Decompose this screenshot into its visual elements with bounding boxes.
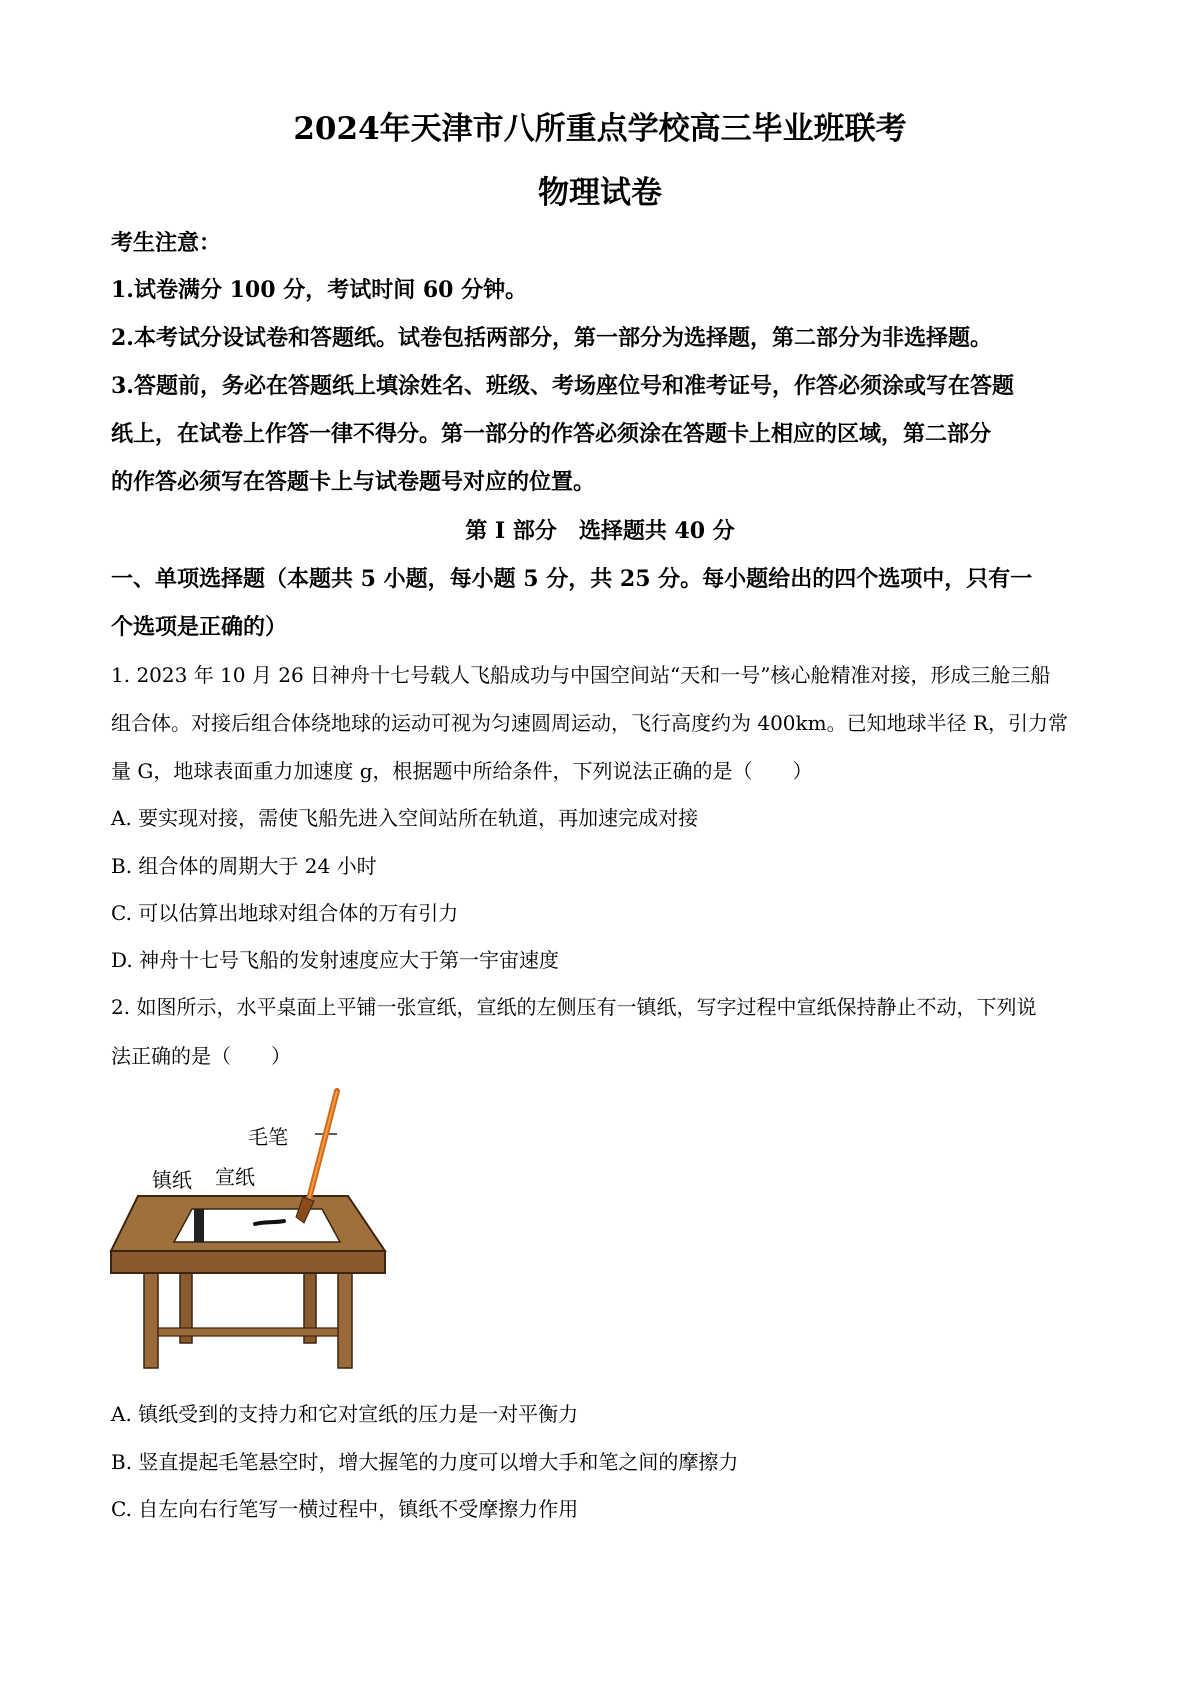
figure-label-brush: 毛笔: [248, 1125, 288, 1149]
q2-option-b: B. 竖直提起毛笔悬空时，增大握笔的力度可以增大手和笔之间的摩擦力: [111, 1450, 739, 1474]
q1-stem-line-2: 组合体。对接后组合体绕地球的运动可视为匀速圆周运动，飞行高度约为 400km。已知地球半径 R，引力常: [111, 711, 1069, 735]
notice-item-3-line-3: 的作答必须写在答题卡上与试卷题号对应的位置。: [111, 469, 596, 495]
notice-heading: 考生注意：: [111, 230, 222, 256]
q2-option-a: A. 镇纸受到的支持力和它对宣纸的压力是一对平衡力: [111, 1402, 579, 1426]
q1-option-a: A. 要实现对接，需使飞船先进入空间站所在轨道，再加速完成对接: [111, 806, 699, 830]
paperweight-shape: [194, 1209, 204, 1242]
q1-option-b: B. 组合体的周期大于 24 小时: [111, 854, 377, 878]
q2-stem-line-2: 法正确的是（ ）: [111, 1044, 291, 1068]
part1-title: 第 I 部分 选择题共 40 分: [465, 518, 735, 544]
q2-option-c: C. 自左向右行笔写一横过程中，镇纸不受摩擦力作用: [111, 1497, 579, 1521]
notice-item-3-line-1: 3.答题前，务必在答题纸上填涂姓名、班级、考场座位号和准考证号，作答必须涂或写在答题: [111, 373, 1014, 399]
section-instruction-line-2: 个选项是正确的）: [111, 614, 288, 640]
q1-option-d: D. 神舟十七号飞船的发射速度应大于第一宇宙速度: [111, 948, 560, 972]
q1-option-c: C. 可以估算出地球对组合体的万有引力: [111, 901, 459, 925]
notice-item-3-line-2: 纸上，在试卷上作答一律不得分。第一部分的作答必须涂在答题卡上相应的区域，第二部分: [111, 421, 992, 447]
notice-item-1: 1.试卷满分 100 分，考试时间 60 分钟。: [111, 277, 528, 303]
notice-item-2: 2.本考试分设试卷和答题纸。试卷包括两部分，第一部分为选择题，第二部分为非选择题。: [111, 325, 992, 351]
q1-stem-line-3: 量 G，地球表面重力加速度 g，根据题中所给条件，下列说法正确的是（ ）: [111, 759, 813, 783]
section-instruction-line-1: 一、单项选择题（本题共 5 小题，每小题 5 分，共 25 分。每小题给出的四个选项中，只有一: [111, 566, 1033, 592]
figure-label-paperweight: 镇纸: [152, 1168, 192, 1192]
figure-label-paper: 宣纸: [215, 1165, 255, 1189]
desk-figure: [108, 1085, 388, 1375]
q1-stem-line-1: 1. 2023 年 10 月 26 日神舟十七号载人飞船成功与中国空间站“天和一号”核心舱精准对接，形成三舱三船: [111, 663, 1051, 687]
exam-subtitle: 物理试卷: [538, 175, 662, 211]
exam-title: 2024年天津市八所重点学校高三毕业班联考: [293, 111, 907, 147]
q2-stem-line-1: 2. 如图所示，水平桌面上平铺一张宣纸，宣纸的左侧压有一镇纸，写字过程中宣纸保持静止不动，下列说: [111, 995, 1037, 1019]
